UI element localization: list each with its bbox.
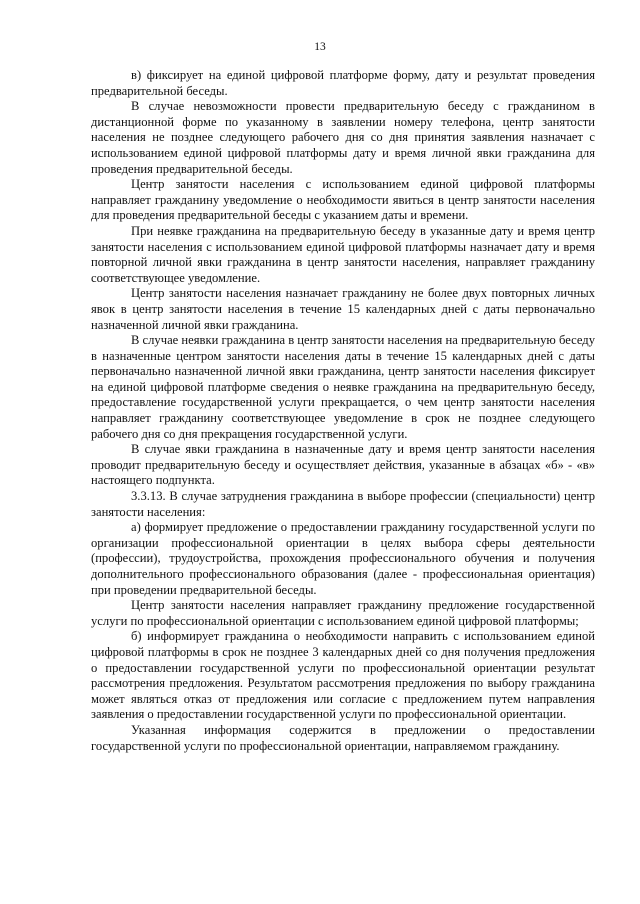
paragraph-no-show-repeat: При неявке гражданина на предварительную беседу в указанные дату и время центр занятости населения с использованием единой цифровой платформы назначает дату и время повторной личной явки гражданина в центр занятости населения, направляет гражданину соответствующее уведомление. [91,223,595,285]
paragraph-appearance-conversation: В случае явки гражданина в назначенные дату и время центр занятости населения проводит предварительную беседу и осуществляет действия, указанные в абзацах «б» - «в» настоящего подпункта. [91,442,595,488]
paragraph-appearance-notification: Центр занятости населения с использованием единой цифровой платформы направляет гражданину уведомление о необходимости явиться в центр занятости населения для проведения предварительной беседы с указанием даты и времени. [91,177,595,223]
paragraph-service-termination: В случае неявки гражданина в центр занятости населения на предварительную беседу в назначенные центром занятости населения даты в течение 15 календарных дней с даты первоначально назначенной личной явки гражданина, центр занятости населения фиксирует на единой цифровой платформе сведения о неявке гражданина на предварительную беседу, предоставление государственной услуги прекращается, о чем центр занятости населения направляет гражданину соответствующее уведомление в срок не позднее следующего рабочего дня со дня прекращения государственной услуги. [91,333,595,441]
paragraph-item-a: а) формирует предложение о предоставлении гражданину государственной услуги по организации профессиональной ориентации в целях выбора сферы деятельности (профессии), трудоустройства, прохождения профессионального обучения и получения дополнительного профессионального образования (далее - профессиональная ориентация) при проведении предварительной беседы. [91,520,595,597]
document-body [91,68,595,754]
paragraph-remote-conversation-failure: В случае невозможности провести предварительную беседу с гражданином в дистанционной форме по указанному в заявлении номеру телефона, центр занятости населения не позднее следующего рабочего дня со дня принятия заявления назначает с использованием единой цифровой платформы дату и время личной явки гражданина для проведения предварительной беседы. [91,99,595,176]
paragraph-item-b: б) информирует гражданина о необходимости направить с использованием единой цифровой платформы в срок не позднее 3 календарных дней со дня получения предложения о предоставлении государственной услуги по профессиональной ориентации результат рассмотрения предложения. Результатом рассмотрения предложения по выбору гражданина может являться отказ от предложения или согласие с предложением путем направления заявления о предоставлении государственной услуги по профессиональной ориентации. [91,629,595,722]
paragraph-item-v: в) фиксирует на единой цифровой платформе форму, дату и результат проведения предварительной беседы. [91,68,595,98]
paragraph-info-contained: Указанная информация содержится в предложении о предоставлении государственной услуги по профессиональной ориентации, направляемом гражданину. [91,722,595,753]
paragraph-proposal-sending: Центр занятости населения направляет гражданину предложение государственной услуги по профессиональной ориентации с использованием единой цифровой платформы; [91,598,595,628]
paragraph-repeat-limit: Центр занятости населения назначает гражданину не более двух повторных личных явок в центр занятости населения в течение 15 календарных дней с даты первоначально назначенной личной явки гражданина. [91,286,595,332]
page-number: 13 [314,41,326,53]
paragraph-clause-3-3-13: 3.3.13. В случае затруднения гражданина в выборе профессии (специальности) центр занятости населения: [91,489,595,519]
